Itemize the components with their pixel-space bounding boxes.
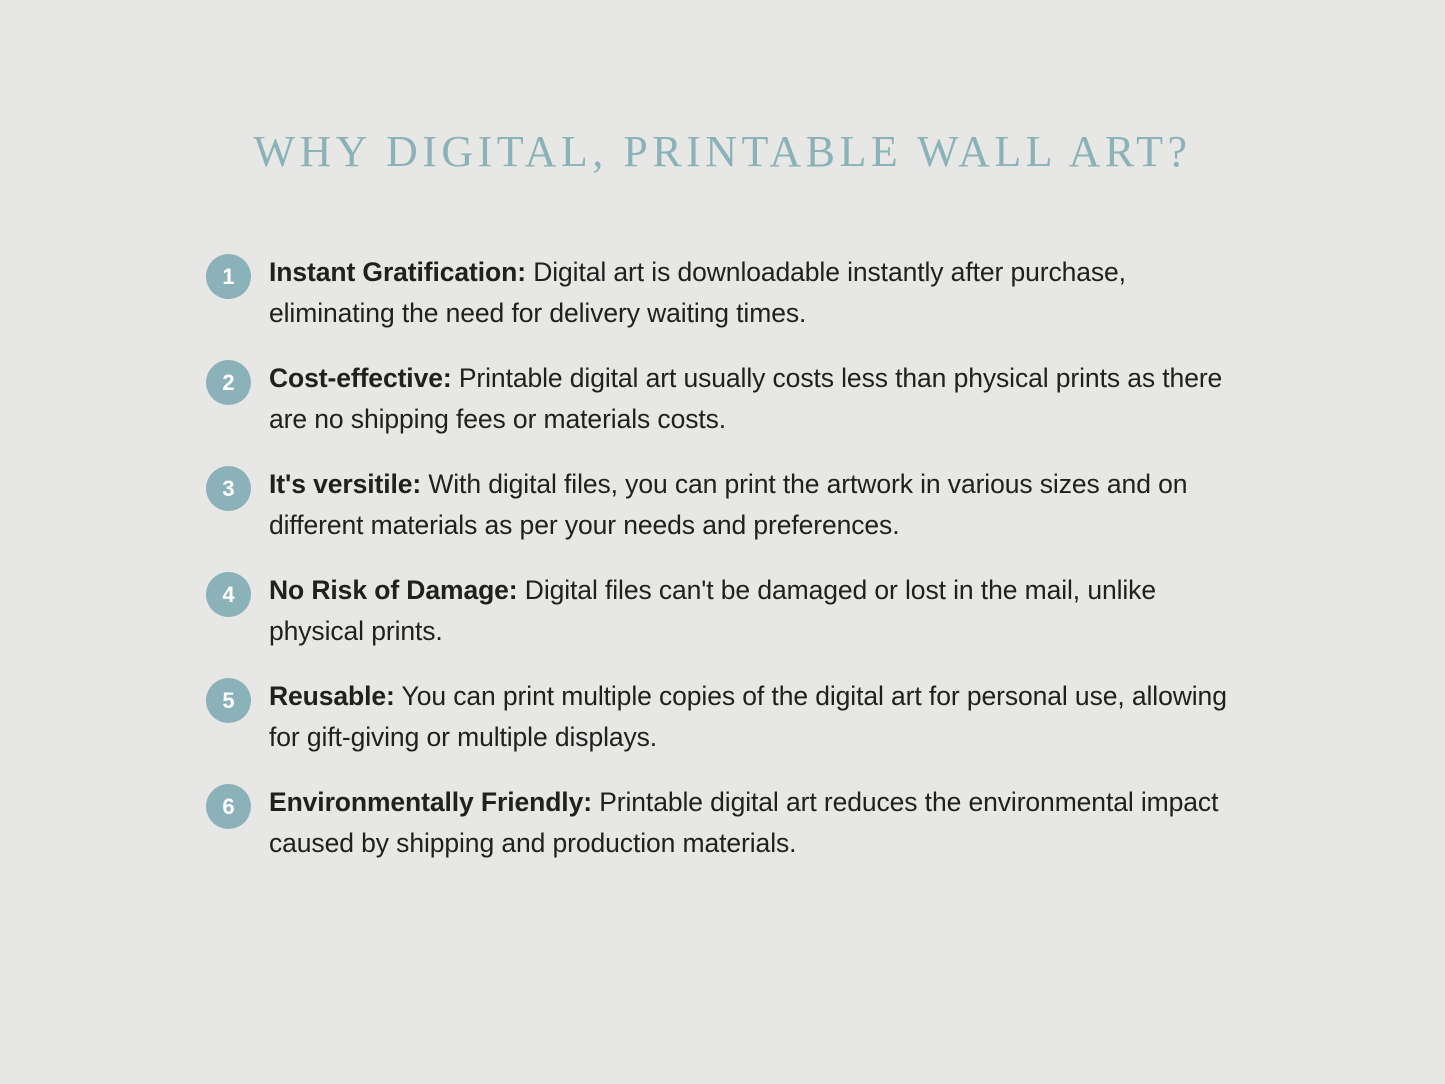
list-item (206, 570, 1256, 652)
list-item-text (269, 782, 1256, 864)
list-item-number-badge: 3 (206, 466, 251, 511)
list-item-body: You can print multiple copies of the digital art for personal use, allowing for gift-giving or multiple displays. (269, 681, 1227, 752)
list-item (206, 782, 1256, 864)
list-item-heading: Cost-effective: (269, 363, 452, 393)
list-item (206, 358, 1256, 440)
list-item-text (269, 464, 1256, 546)
list-item-body: Printable digital art usually costs less than physical prints as there are no shipping fees or materials costs. (269, 363, 1223, 434)
list-item-number-badge: 6 (206, 784, 251, 829)
list-item-heading: It's versitile: (269, 469, 422, 499)
list-item-body: With digital files, you can print the artwork in various sizes and on different materials as per your needs and preferences. (269, 469, 1188, 540)
list-item (206, 464, 1256, 546)
list-item-heading: Reusable: (269, 681, 395, 711)
list-item (206, 252, 1256, 334)
benefits-list (206, 252, 1256, 888)
list-item-number-badge: 2 (206, 360, 251, 405)
list-item-text (269, 358, 1256, 440)
list-item-number-badge: 1 (206, 254, 251, 299)
list-item-number-badge: 5 (206, 678, 251, 723)
list-item-text (269, 676, 1256, 758)
list-item-text (269, 570, 1256, 652)
list-item-heading: Instant Gratification: (269, 257, 526, 287)
list-item (206, 676, 1256, 758)
list-item-heading: Environmentally Friendly: (269, 787, 592, 817)
list-item-text (269, 252, 1256, 334)
list-item-body: Printable digital art reduces the environmental impact caused by shipping and production materials. (269, 787, 1219, 858)
list-item-heading: No Risk of Damage: (269, 575, 518, 605)
page-title: WHY DIGITAL, PRINTABLE WALL ART? (253, 127, 1192, 176)
list-item-body: Digital art is downloadable instantly after purchase, eliminating the need for delivery waiting times. (269, 257, 1126, 328)
list-item-body: Digital files can't be damaged or lost in the mail, unlike physical prints. (269, 575, 1156, 646)
list-item-number-badge: 4 (206, 572, 251, 617)
